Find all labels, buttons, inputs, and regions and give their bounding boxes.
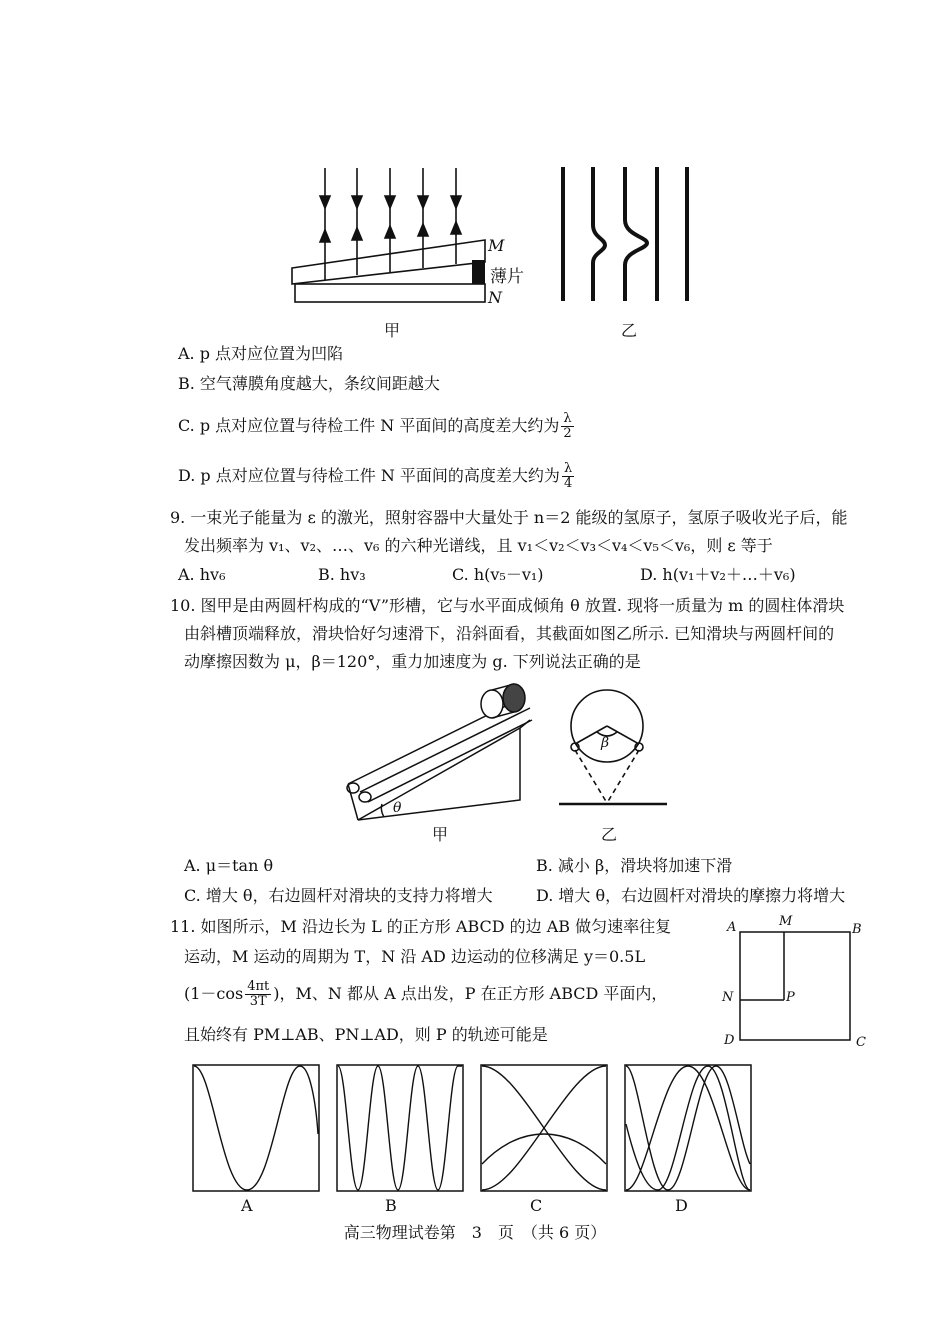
q8-option-c-text: C. p 点对应位置与待检工件 N 平面间的高度差大约为 [178,416,560,435]
q8-option-b: B. 空气薄膜角度越大，条纹间距越大 [178,374,440,393]
q10-caption-jia: 甲 [432,825,449,844]
q11-line-3-post: )，M、N 都从 A 点出发，P 在正方形 ABCD 平面内， [273,984,668,1003]
label-N: N [488,288,502,307]
trajectory-label-b: B [385,1196,397,1215]
q8-option-c [178,412,576,441]
page-footer: 高三物理试卷第 3 页 （共 6 页） [343,1223,607,1242]
q10-caption-yi: 乙 [601,825,618,844]
square-label-A: A [727,920,737,935]
cross-section-figure [555,688,675,813]
trajectory-label-c: C [530,1196,543,1215]
square-label-B: B [852,922,862,937]
label-M: M [488,236,505,255]
q10-option-a: A. μ＝tan θ [184,856,274,875]
q11-line-3-pre: (1－cos [184,984,244,1003]
q11-cos-fraction: $\frac{4\pi t}{3T}$ [247,979,270,1009]
q9-line-2: 发出频率为 v₁、v₂、…、v₆ 的六种光谱线，且 v₁＜v₂＜v₃＜v₄＜v₅＜v₆，则 ε 等于 [184,536,773,555]
interference-fringes-figure [555,165,695,305]
q10-theta-label: θ [393,800,402,816]
caption-yi-top: 乙 [621,321,638,340]
q10-option-c: C. 增大 θ，右边圆杆对滑块的支持力将增大 [184,886,493,905]
square-label-D: D [724,1033,735,1048]
q11-line-3 [184,980,667,1009]
q10-line-3: 动摩擦因数为 μ，β＝120°，重力加速度为 g. 下列说法正确的是 [184,652,641,671]
square-label-P: P [786,990,795,1005]
square-label-M: M [779,914,793,929]
q9-option-b: B. hv₃ [318,565,366,584]
q8-option-c-fraction: $\frac{\lambda}{2}$ [563,411,572,441]
trajectory-label-a: A [241,1196,253,1215]
q10-line-1: 10. 图甲是由两圆杆构成的“V”形槽，它与水平面成倾角 θ 放置. 现将一质量为 m 的圆柱体滑块 [170,596,845,615]
square-label-C: C [856,1035,866,1050]
trajectory-option-d [624,1064,752,1192]
square-abcd-figure [738,930,853,1042]
q8-option-d [178,462,576,491]
q11-line-2: 运动，M 运动的周期为 T，N 沿 AD 边运动的位移满足 y＝0.5L [184,947,646,966]
q11-line-4: 且始终有 PM⊥AB、PN⊥AD，则 P 的轨迹可能是 [184,1025,548,1044]
q8-option-a: A. p 点对应位置为凹陷 [178,344,344,363]
v-groove-incline-figure [340,680,540,825]
caption-jia-top: 甲 [384,321,401,340]
q9-option-d: D. h(v₁＋v₂＋…＋v₆) [640,565,796,584]
q10-line-2: 由斜槽顶端释放，滑块恰好匀速滑下，沿斜面看，其截面如图乙所示. 已知滑块与两圆杆间的 [184,624,835,643]
q10-option-d: D. 增大 θ，右边圆杆对滑块的摩擦力将增大 [536,886,846,905]
trajectory-option-a [192,1064,320,1192]
q9-option-a: A. hv₆ [178,565,226,584]
q8-option-d-text: D. p 点对应位置与待检工件 N 平面间的高度差大约为 [178,466,560,485]
label-thin-sheet: 薄片 [490,267,524,287]
q9-line-1: 9. 一束光子能量为 ε 的激光，照射容器中大量处于 n＝2 能级的氢原子，氢原子吸收光子后，能 [170,508,848,527]
trajectory-label-d: D [675,1196,688,1215]
q8-option-d-fraction: $\frac{\lambda}{4}$ [563,461,573,491]
q11-line-1: 11. 如图所示，M 沿边长为 L 的正方形 ABCD 的边 AB 做匀速率往复 [170,917,672,936]
q9-option-c: C. h(v₅－v₁) [452,565,544,584]
trajectory-option-c [480,1064,608,1192]
q10-option-b: B. 减小 β，滑块将加速下滑 [536,856,733,875]
trajectory-option-b [336,1064,464,1192]
q10-beta-label: β [601,735,610,751]
square-label-N: N [722,990,734,1005]
